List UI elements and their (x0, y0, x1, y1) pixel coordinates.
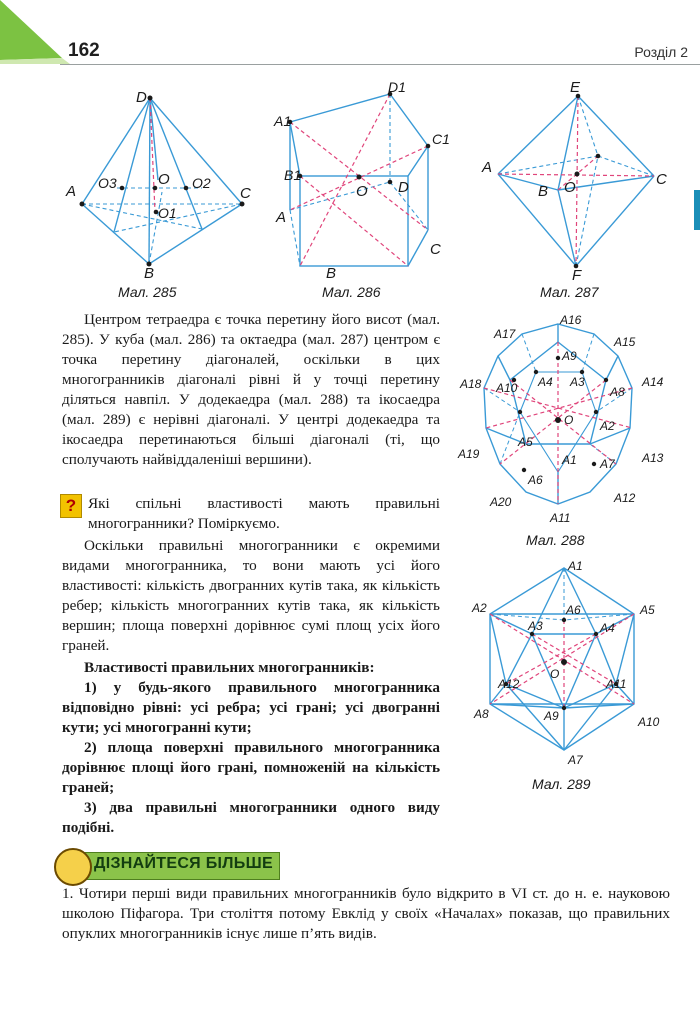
label-A1: A1 (274, 113, 292, 129)
label-A7: A7 (568, 753, 583, 767)
label-A14: A14 (642, 375, 664, 389)
label-A6: A6 (528, 473, 543, 487)
caption-289: Мал. 289 (532, 776, 591, 792)
label-A4: A4 (538, 375, 553, 389)
label-A16: A16 (560, 313, 582, 327)
question-icon: ? (60, 494, 82, 518)
label-C: C (656, 171, 667, 188)
label-B: B (538, 183, 549, 200)
label-A5: A5 (518, 435, 533, 449)
label-O2: O2 (192, 175, 211, 191)
caption-287: Мал. 287 (540, 284, 599, 300)
label-O: O (564, 179, 576, 196)
label-A19: A19 (458, 447, 480, 461)
label-O1: O1 (158, 205, 177, 221)
label-A4: A4 (600, 621, 615, 635)
label-A9: A9 (562, 349, 577, 363)
label-D1: D1 (388, 80, 406, 95)
learn-more-note-text: 1. Чотири перші види правильних многогранників було відкрито в VI ст. до н. е. науковою школою Піфагора. Три століття потому Евклід у своїх «Началах» показав, що правильних опуклих многогранників існує лише п’ять видів. (62, 885, 670, 942)
label-C: C (430, 241, 441, 258)
label-A15: A15 (614, 335, 636, 349)
properties-list (62, 658, 440, 838)
label-A1: A1 (568, 559, 583, 573)
label-E: E (570, 80, 581, 96)
label-A6: A6 (566, 603, 581, 617)
corner-decoration (0, 0, 70, 70)
question-text (88, 494, 440, 534)
label-A3: A3 (528, 619, 543, 633)
property-1: 1) у будь-якого правильного многогранника відповідно рівні: усі ребра; усі грані; усі двогранні кути; усі многогранні кути; (62, 679, 440, 736)
label-O3: O3 (98, 175, 117, 191)
label-A12: A12 (498, 677, 520, 691)
paragraph-properties-intro (62, 536, 440, 656)
label-A5: A5 (640, 603, 655, 617)
label-O: O (158, 171, 170, 188)
label-A: A (482, 159, 493, 176)
header-rule (60, 64, 700, 65)
label-D: D (136, 89, 147, 106)
label-A: A (66, 183, 77, 200)
label-A11: A11 (550, 511, 571, 525)
paragraph-properties-intro-text: Оскільки правильні многогранники є окремими видами многогранника, то вони мають усі його властивості: кількість двогранних кутів така, як кількість ребер; кількість многогранних кутів така, як кількість вершин; площа поверхні дорівнює сумі площ усіх його граней. (62, 537, 440, 654)
paragraph-centers-text: Центром тетраедра є точка перетину його висот (мал. 285). У куба (мал. 286) та октаедра (мал. 287) центром є точка перетину діагоналей, оскільки в цих многогранників діагоналі рівні й у точці перетину діляться навпіл. У додекаедра (мал. 288) та ікосаедра (мал. 289) є нерівні діагоналі. У центрі додекаедра та ікосаедра перетинаються більші діагоналі (ті, що сполучають найвіддаленіші вершини). (62, 311, 440, 468)
label-D: D (398, 179, 409, 196)
label-A3: A3 (570, 375, 585, 389)
label-F: F (572, 267, 582, 280)
label-O: O (550, 667, 560, 681)
label-A20: A20 (490, 495, 512, 509)
figure-287-octahedron (478, 80, 678, 280)
label-A7: A7 (600, 457, 615, 471)
label-B1: B1 (284, 167, 302, 183)
property-2: 2) площа поверхні правильного многогранника дорівнює площі його грані, помноженій на кількість граней; (62, 739, 440, 796)
label-A18: A18 (460, 377, 482, 391)
label-A11: A11 (606, 677, 627, 691)
paragraph-centers (62, 310, 440, 470)
label-A10: A10 (638, 715, 660, 729)
label-B: B (144, 265, 155, 280)
figure-285-tetrahedron (62, 84, 262, 280)
label-A13: A13 (642, 451, 664, 465)
question-sentence: Які спільні властивості мають правильні многогранники? Поміркуємо. (88, 495, 440, 532)
properties-title: Властивості правильних многогранників: (84, 659, 375, 676)
label-A12: A12 (614, 491, 636, 505)
label-A2: A2 (472, 601, 487, 615)
label-A1: A1 (562, 453, 577, 467)
edge-tab (694, 190, 700, 230)
label-C1: C1 (432, 131, 450, 147)
caption-288: Мал. 288 (526, 532, 585, 548)
label-O: O (356, 183, 368, 200)
learn-more-note (62, 884, 670, 944)
label-C: C (240, 185, 251, 202)
label-A2: A2 (600, 419, 615, 433)
figure-288-dodecahedron (454, 312, 680, 528)
section-label: Розділ 2 (634, 44, 688, 60)
label-O: O (564, 413, 574, 427)
figure-289-icosahedron (456, 558, 682, 774)
caption-286: Мал. 286 (322, 284, 381, 300)
page-number: 162 (68, 40, 100, 61)
label-A8: A8 (474, 707, 489, 721)
label-A: A (276, 209, 287, 226)
caption-285: Мал. 285 (118, 284, 177, 300)
property-3: 3) два правильні многогранники одного виду подібні. (62, 799, 440, 836)
label-A9: A9 (544, 709, 559, 723)
label-A17: A17 (494, 327, 516, 341)
figure-286-cube (272, 80, 462, 280)
label-B: B (326, 265, 337, 280)
books-icon (54, 848, 92, 886)
label-A8: A8 (610, 385, 625, 399)
label-A10: A10 (496, 381, 518, 395)
learn-more-title: ДІЗНАЙТЕСЯ БІЛЬШЕ (94, 855, 273, 872)
